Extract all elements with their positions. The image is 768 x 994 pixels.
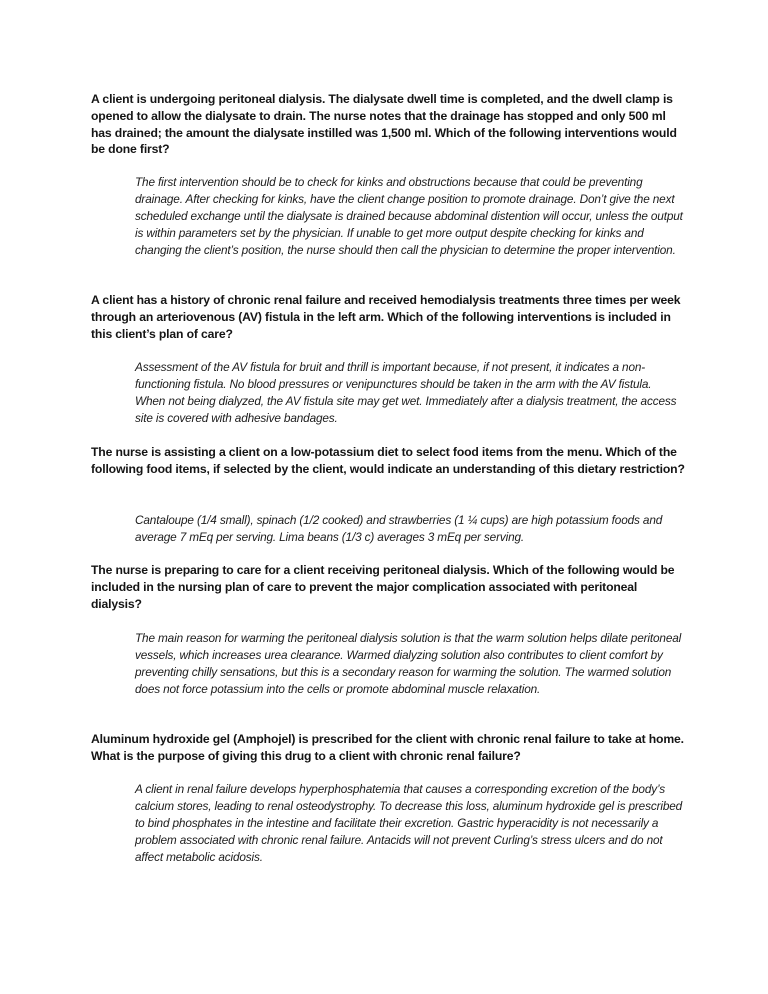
question-4: The nurse is preparing to care for a client receiving peritoneal dialysis. Which of the following would be included in the nursing plan of care to prevent the major complication associated with peritoneal dialysis? xyxy=(91,563,675,611)
answer-1: The first intervention should be to check for kinks and obstructions because that could be preventing drainage. After checking for kinks, have the client change position to promote drainage. Don’t give the next scheduled exchange until the dialysate is drained because abdominal distention will occur, unless the output is within parameters set by the physician. If unable to get more output despite checking for kinks and changing the client’s position, the nurse should then call the physician to determine the proper intervention. xyxy=(135,175,683,257)
answer-5: A client in renal failure develops hyperphosphatemia that causes a corresponding excretion of the body’s calcium stores, leading to renal osteodystrophy. To decrease this loss, aluminum hydroxide gel is prescribed to bind phosphates in the intestine and facilitate their excretion. Gastric hyperacidity is not necessarily a problem associated with chronic renal failure. Antacids will not prevent Curling’s stress ulcers and do not affect metabolic acidosis. xyxy=(135,782,683,864)
question-2: A client has a history of chronic renal failure and received hemodialysis treatments three times per week through an arteriovenous (AV) fistula in the left arm. Which of the following interventions is included in this client’s plan of care? xyxy=(91,293,681,341)
answer-2: Assessment of the AV fistula for bruit and thrill is important because, if not present, it indicates a non-functioning fistula. No blood pressures or venipunctures should be taken in the arm with the AV fistula. When not being dialyzed, the AV fistula site may get wet. Immediately after a dialysis treatment, the access site is covered with adhesive bandages. xyxy=(135,360,677,425)
question-1: A client is undergoing peritoneal dialysis. The dialysate dwell time is completed, and the dwell clamp is opened to allow the dialysate to drain. The nurse notes that the drainage has stopped and only 500 ml has drained; the amount the dialysate instilled was 1,500 ml. Which of the following interventions would be done first? xyxy=(91,92,677,157)
question-3: The nurse is assisting a client on a low-potassium diet to select food items from the menu. Which of the following food items, if selected by the client, would indicate an understanding of this dietary restriction? xyxy=(91,445,685,476)
question-5: Aluminum hydroxide gel (Amphojel) is prescribed for the client with chronic renal failure to take at home. What is the purpose of giving this drug to a client with chronic renal failure? xyxy=(91,732,684,763)
answer-3: Cantaloupe (1/4 small), spinach (1/2 cooked) and strawberries (1 ¼ cups) are high potassium foods and average 7 mEq per serving. Lima beans (1/3 c) averages 3 mEq per serving. xyxy=(135,513,663,544)
answer-4: The main reason for warming the peritoneal dialysis solution is that the warm solution helps dilate peritoneal vessels, which increases urea clearance. Warmed dialyzing solution also contributes to client comfort by preventing chilly sensations, but this is a secondary reason for warming the solution. The warmed solution does not force potassium into the cells or promote abdominal muscle relaxation. xyxy=(135,631,682,696)
